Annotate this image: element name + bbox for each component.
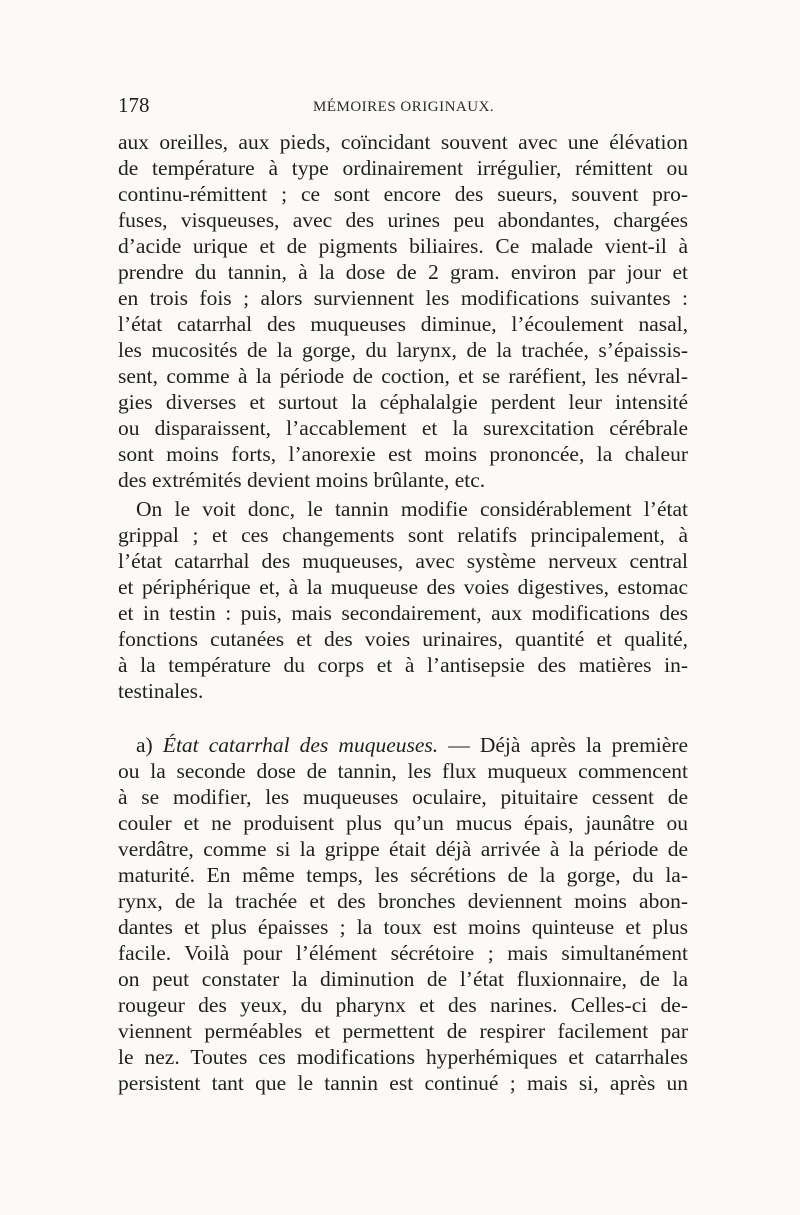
text-line: grippal ; et ces changements sont relatifs principalement, à [118,523,688,547]
page-header [118,93,688,123]
section-title: État catarrhal des muqueuses. [162,733,439,757]
text-line: persistent tant que le tannin est continué ; mais si, après un [118,1071,688,1095]
text-line: facile. Voilà pour l’élément sécrétoire ; mais simultanément [118,941,688,965]
page-number: 178 [118,93,150,117]
text-line: verdâtre, comme si la grippe était déjà arrivée à la période de [118,837,688,861]
text-line: de température à type ordinairement irrégulier, rémittent ou [118,156,688,180]
text-line: fonctions cutanées et des voies urinaires, quantité et qualité, [118,627,688,651]
text-line: les mucosités de la gorge, du larynx, de la trachée, s’épaissis- [118,338,688,362]
text-line: gies diverses et surtout la céphalalgie perdent leur intensité [118,390,688,414]
text-line: l’état catarrhal des muqueuses diminue, l’écoulement nasal, [118,312,688,336]
text-line: le nez. Toutes ces modifications hyperhémiques et catarrhales [118,1045,688,1069]
section-lead-text: — Déjà après la première [438,733,689,757]
section-label: a) [136,733,163,757]
text-line: en trois fois ; alors surviennent les modifications suivantes : [118,286,688,310]
running-title: MÉMOIRES ORIGINAUX. [313,99,495,115]
text-line: sont moins forts, l’anorexie est moins prononcée, la chaleur [118,442,688,466]
text-line: aux oreilles, aux pieds, coïncidant souvent avec une élévation [118,130,688,154]
text-line: on peut constater la diminution de l’état fluxionnaire, de la [118,967,688,991]
text-line: dantes et plus épaisses ; la toux est moins quinteuse et plus [118,915,688,939]
text-line: à se modifier, les muqueuses oculaire, pituitaire cessent de [118,785,688,809]
text-line: rynx, de la trachée et des bronches deviennent moins abon- [118,889,688,913]
text-line: ou disparaissent, l’accablement et la surexcitation cérébrale [118,416,688,440]
text-line: continu-rémittent ; ce sont encore des sueurs, souvent pro- [118,182,688,206]
text-line: l’état catarrhal des muqueuses, avec système nerveux central [118,549,688,573]
text-line: à la température du corps et à l’antisepsie des matières in- [118,653,688,677]
text-line: ou la seconde dose de tannin, les flux muqueux commencent [118,759,688,783]
text-line: rougeur des yeux, du pharynx et des narines. Celles-ci de- [118,993,688,1017]
section-lead-line [136,732,688,758]
text-line: d’acide urique et de pigments biliaires. Ce malade vient-il à [118,234,688,258]
text-line: et in testin : puis, mais secondairement, aux modifications des [118,601,688,625]
text-line: On le voit donc, le tannin modifie considérablement l’état [136,497,688,521]
text-line: et périphérique et, à la muqueuse des voies digestives, estomac [118,575,688,599]
text-line: viennent perméables et permettent de respirer facilement par [118,1019,688,1043]
text-line: prendre du tannin, à la dose de 2 gram. environ par jour et [118,260,688,284]
text-line: couler et ne produisent plus qu’un mucus épais, jaunâtre ou [118,811,688,835]
text-line: testinales. [118,679,204,703]
text-line: maturité. En même temps, les sécrétions de la gorge, du la- [118,863,688,887]
text-line: des extrémités devient moins brûlante, etc. [118,468,486,492]
text-line: sent, comme à la période de coction, et se raréfient, les névral- [118,364,688,388]
text-line: fuses, visqueuses, avec des urines peu abondantes, chargées [118,208,688,232]
